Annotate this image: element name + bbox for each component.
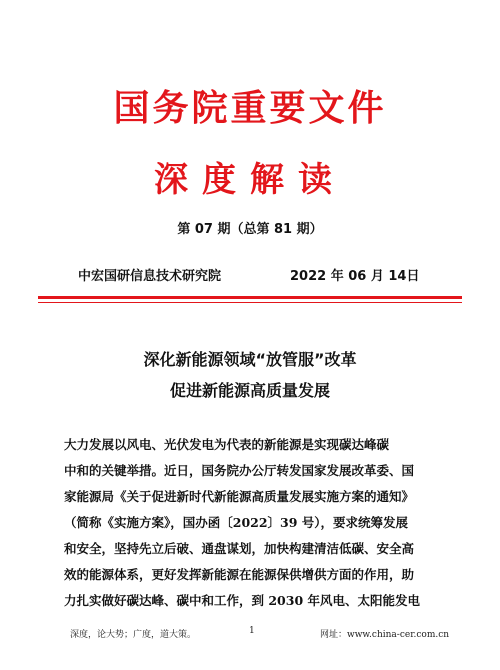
header-divider-thin [38,302,462,303]
page-number: 1 [249,626,255,636]
article-body [64,432,442,614]
footer-website: 网址：www.china-cer.com.cn [320,630,450,640]
body-line: 家能源局《关于促进新时代新能源高质量发展实施方案的通知》 [64,489,415,504]
publication-date: 2022 年 06 月 14日 [290,269,420,284]
article-title-line2: 促进新能源高质量发展 [169,381,330,400]
footer-motto: 深度，论大势；广度，道大策。 [70,630,197,640]
document-title-line2: 深度解读 [154,160,346,200]
body-line: 大力发展以风电、光伏发电为代表的新能源是实现碳达峰碳 [64,437,390,452]
article-title-line1: 深化新能源领域“放管服”改革 [143,350,357,369]
body-line: 和安全，坚持先立后破、通盘谋划，加快构建清洁低碳、安全高 [64,541,415,556]
header-divider-thick [38,296,462,299]
body-line: 中和的关键举措。近日，国务院办公厅转发国家发展改革委、国 [64,463,415,478]
body-line: （简称《实施方案》，国办函〔2022〕39 号），要求统筹发展 [64,515,409,530]
body-line: 效的能源体系，更好发挥新能源在能源保供增供方面的作用，助 [64,567,415,582]
organization-name: 中宏国研信息技术研究院 [78,269,222,284]
issue-number: 第 07 期（总第 81 期） [177,222,323,237]
document-title-line1: 国务院重要文件 [113,88,387,129]
body-line: 力扎实做好碳达峰、碳中和工作，到 2030 年风电、太阳能发电 [64,593,420,608]
